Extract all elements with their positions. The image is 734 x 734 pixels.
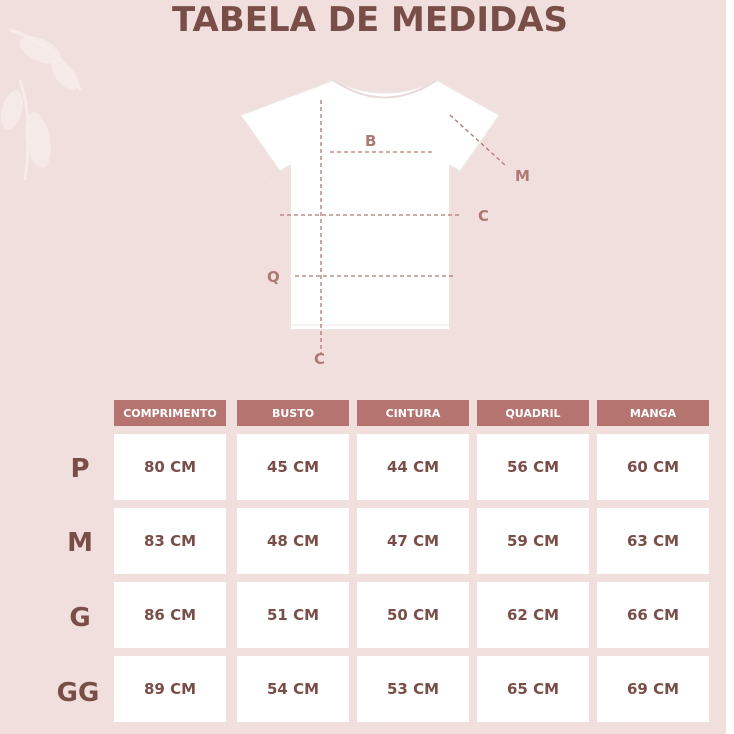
right-border [726, 0, 734, 734]
cell-m-comprimento: 83 CM [114, 508, 226, 574]
cell-p-busto: 45 CM [237, 434, 349, 500]
cell-m-manga: 63 CM [597, 508, 709, 574]
cell-gg-quadril: 65 CM [477, 656, 589, 722]
cell-p-comprimento: 80 CM [114, 434, 226, 500]
cell-m-busto: 48 CM [237, 508, 349, 574]
cell-gg-cintura: 53 CM [357, 656, 469, 722]
cell-m-cintura: 47 CM [357, 508, 469, 574]
cell-g-busto: 51 CM [237, 582, 349, 648]
measure-label-c-length: C [314, 350, 326, 368]
header-quadril: QUADRIL [477, 400, 589, 426]
size-label-g: G [69, 603, 91, 633]
header-busto: BUSTO [237, 400, 349, 426]
header-manga: MANGA [597, 400, 709, 426]
leaf-decoration-icon [0, 20, 90, 190]
cell-g-cintura: 50 CM [357, 582, 469, 648]
measure-label-q: Q [267, 268, 280, 286]
cell-gg-comprimento: 89 CM [114, 656, 226, 722]
measure-label-b: B [365, 132, 377, 150]
tshirt-icon [225, 70, 545, 370]
measure-label-c-chest: C [478, 207, 490, 225]
page-title: TABELA DE MEDIDAS [171, 0, 569, 40]
cell-p-cintura: 44 CM [357, 434, 469, 500]
size-label-p: P [70, 454, 90, 484]
cell-p-manga: 60 CM [597, 434, 709, 500]
cell-gg-manga: 69 CM [597, 656, 709, 722]
header-comprimento: COMPRIMENTO [114, 400, 226, 426]
cell-m-quadril: 59 CM [477, 508, 589, 574]
cell-g-quadril: 62 CM [477, 582, 589, 648]
tshirt-diagram [225, 70, 545, 370]
size-label-gg: GG [56, 678, 100, 708]
cell-p-quadril: 56 CM [477, 434, 589, 500]
size-label-m: M [67, 528, 93, 558]
header-cintura: CINTURA [357, 400, 469, 426]
cell-gg-busto: 54 CM [237, 656, 349, 722]
cell-g-comprimento: 86 CM [114, 582, 226, 648]
measure-label-m: M [515, 167, 530, 185]
cell-g-manga: 66 CM [597, 582, 709, 648]
